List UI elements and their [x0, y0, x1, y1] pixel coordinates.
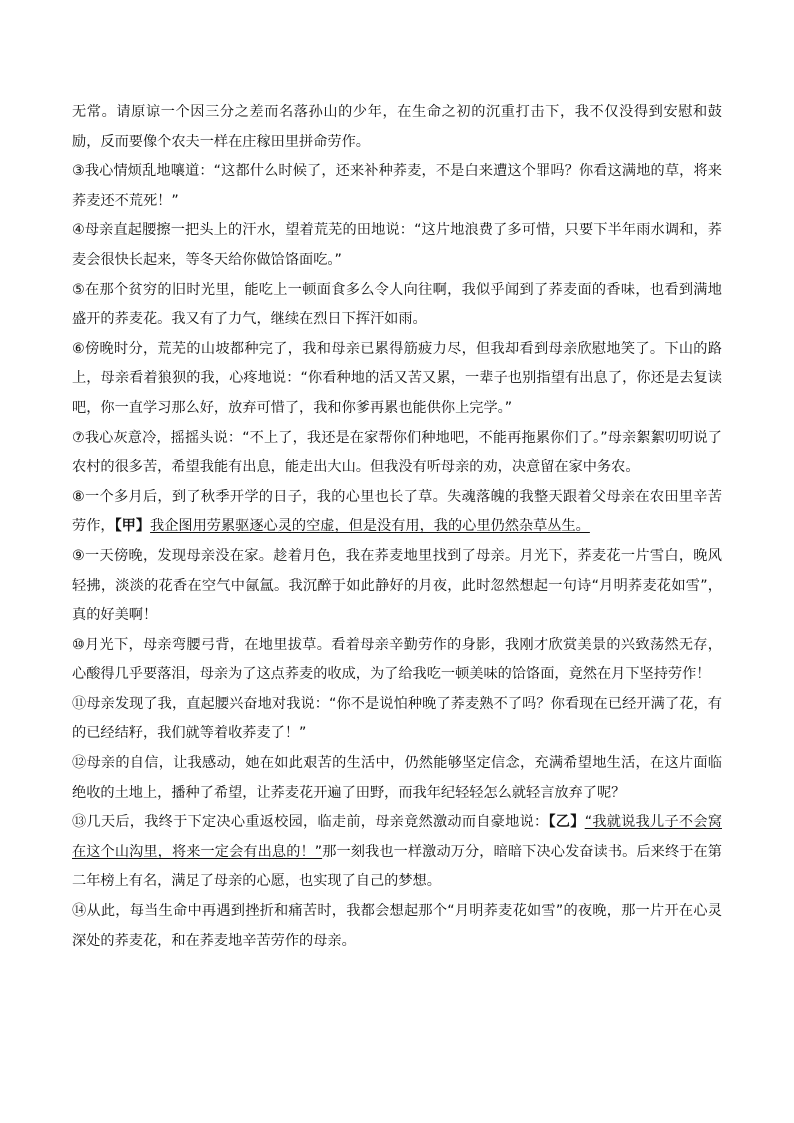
paragraph-number: ⑦ — [72, 429, 85, 446]
paragraph-text: 一天傍晚，发现母亲没在家。趁着月色，我在荞麦地里找到了母亲。月光下，荞麦花一片雪白，晚风轻拂，淡淡的花香在空气中氤氲。我沉醉于如此静好的月夜，此时忽然想起一句诗“月明荞麦花如雪”，真的好美啊！ — [72, 547, 722, 624]
paragraph-7 — [72, 424, 722, 483]
marker-jia: 【甲】 — [114, 518, 151, 535]
paragraph-text: 从此，每当生命中再遇到挫折和痛苦时，我都会想起那个“月明荞麦花如雪”的夜晚，那一片开在心灵深处的荞麦花，和在荞麦地辛苦劳作的母亲。 — [72, 903, 722, 949]
paragraph-text: 无常。请原谅一个因三分之差而名落孙山的少年，在生命之初的沉重打击下，我不仅没得到安慰和鼓励，反而要像个农夫一样在庄稼田里拼命劳作。 — [72, 104, 722, 150]
paragraph-number: ⑨ — [72, 547, 86, 564]
paragraph-text: 我心情烦乱地嚷道：“这都什么时候了，还来补种荞麦，不是白来遭这个罪吗？你看这满地的草，将来荞麦还不荒死！” — [72, 163, 722, 209]
marker-yi: 【乙】 — [548, 814, 585, 831]
paragraph-text: 月光下，母亲弯腰弓背，在地里拔草。看着母亲辛勤劳作的身影，我刚才欣赏美景的兴致荡然无存，心酸得几乎要落泪，母亲为了这点荞麦的收成，为了给我吃一顿美味的饸饹面，竟然在月下坚持劳作！ — [72, 636, 722, 683]
paragraph-number: ③ — [72, 163, 85, 180]
paragraph-8 — [72, 483, 722, 542]
paragraph-text: 傍晚时分，荒芜的山坡都种完了，我和母亲已累得筋疲力尽，但我却看到母亲欣慰地笑了。下山的路上，母亲看着狼狈的我，心疼地说：“你看种地的活又苦又累，一辈子也别指望有出息了，你还是去复读吧，你一直学习那么好，放弃可惜了，我和你爹再累也能供你上完学。” — [72, 340, 722, 416]
paragraph-text-after: 那一刻我也一样激动万分，暗暗下决心发奋读书。后来终于在第二年榜上有名，满足了母亲的心愿，也实现了自己的梦想。 — [72, 843, 722, 890]
underlined-sentence-yi: “我就说我儿子不会窝在这个山沟里，将来一定会有出息的！” — [72, 814, 722, 860]
paragraph-continued — [72, 98, 722, 157]
paragraph-number: ⑩ — [72, 636, 86, 653]
paragraph-number: ⑧ — [72, 488, 86, 505]
paragraph-text: 几天后，我终于下定决心重返校园，临走前，母亲竟然激动而自豪地说： — [86, 814, 549, 831]
paragraph-text: 在那个贫穷的旧时光里，能吃上一顿面食多么令人向往啊，我似乎闻到了荞麦面的香味，也看到满地盛开的荞麦花。我又有了力气，继续在烈日下挥汗如雨。 — [72, 281, 722, 328]
paragraph-10 — [72, 631, 722, 690]
paragraph-9 — [72, 542, 722, 631]
paragraph-14 — [72, 897, 722, 956]
paragraph-11 — [72, 690, 722, 749]
paragraph-text: 一个多月后，到了秋季开学的日子，我的心里也长了草。失魂落魄的我整天跟着父母亲在农田里辛苦劳作， — [72, 488, 722, 535]
paragraph-number: ⑥ — [72, 340, 86, 357]
paragraph-text: 母亲发现了我，直起腰兴奋地对我说：“你不是说怕种晚了荞麦熟不了吗？你看现在已经开满了花，有的已经结籽，我们就等着收荞麦了！” — [72, 695, 722, 742]
paragraph-3 — [72, 157, 722, 216]
paragraph-13 — [72, 808, 722, 897]
paragraph-number: ⑫ — [72, 755, 87, 772]
article-body — [72, 98, 722, 956]
paragraph-text: 我心灰意冷，摇摇头说：“不上了，我还是在家帮你们种地吧，不能再拖累你们了。”母亲絮絮叨叨说了农村的很多苦，希望我能有出息，能走出大山。但我没有听母亲的劝，决意留在家中务农。 — [72, 429, 722, 476]
paragraph-12 — [72, 749, 722, 808]
paragraph-number: ⑪ — [72, 695, 87, 712]
paragraph-number: ⑤ — [72, 281, 86, 298]
paragraph-5 — [72, 276, 722, 335]
paragraph-text: 母亲的自信，让我感动，她在如此艰苦的生活中，仍然能够坚定信念，充满希望地生活，在这片面临绝收的土地上，播种了希望，让荞麦花开遍了田野，而我年纪轻轻怎么就轻言放弃了呢？ — [72, 755, 722, 801]
paragraph-text: 母亲直起腰擦一把头上的汗水，望着荒芜的田地说：“这片地浪费了多可惜，只要下半年雨水调和，荞麦会很快长起来，等冬天给你做饸饹面吃。” — [72, 222, 722, 268]
paragraph-number: ④ — [72, 222, 85, 239]
paragraph-number: ⑬ — [72, 814, 87, 831]
paragraph-6 — [72, 335, 722, 424]
paragraph-4 — [72, 216, 722, 275]
underlined-sentence-jia: 我企图用劳累驱逐心灵的空虚，但是没有用，我的心里仍然杂草丛生。 — [150, 518, 590, 535]
paragraph-number: ⑭ — [72, 903, 87, 920]
